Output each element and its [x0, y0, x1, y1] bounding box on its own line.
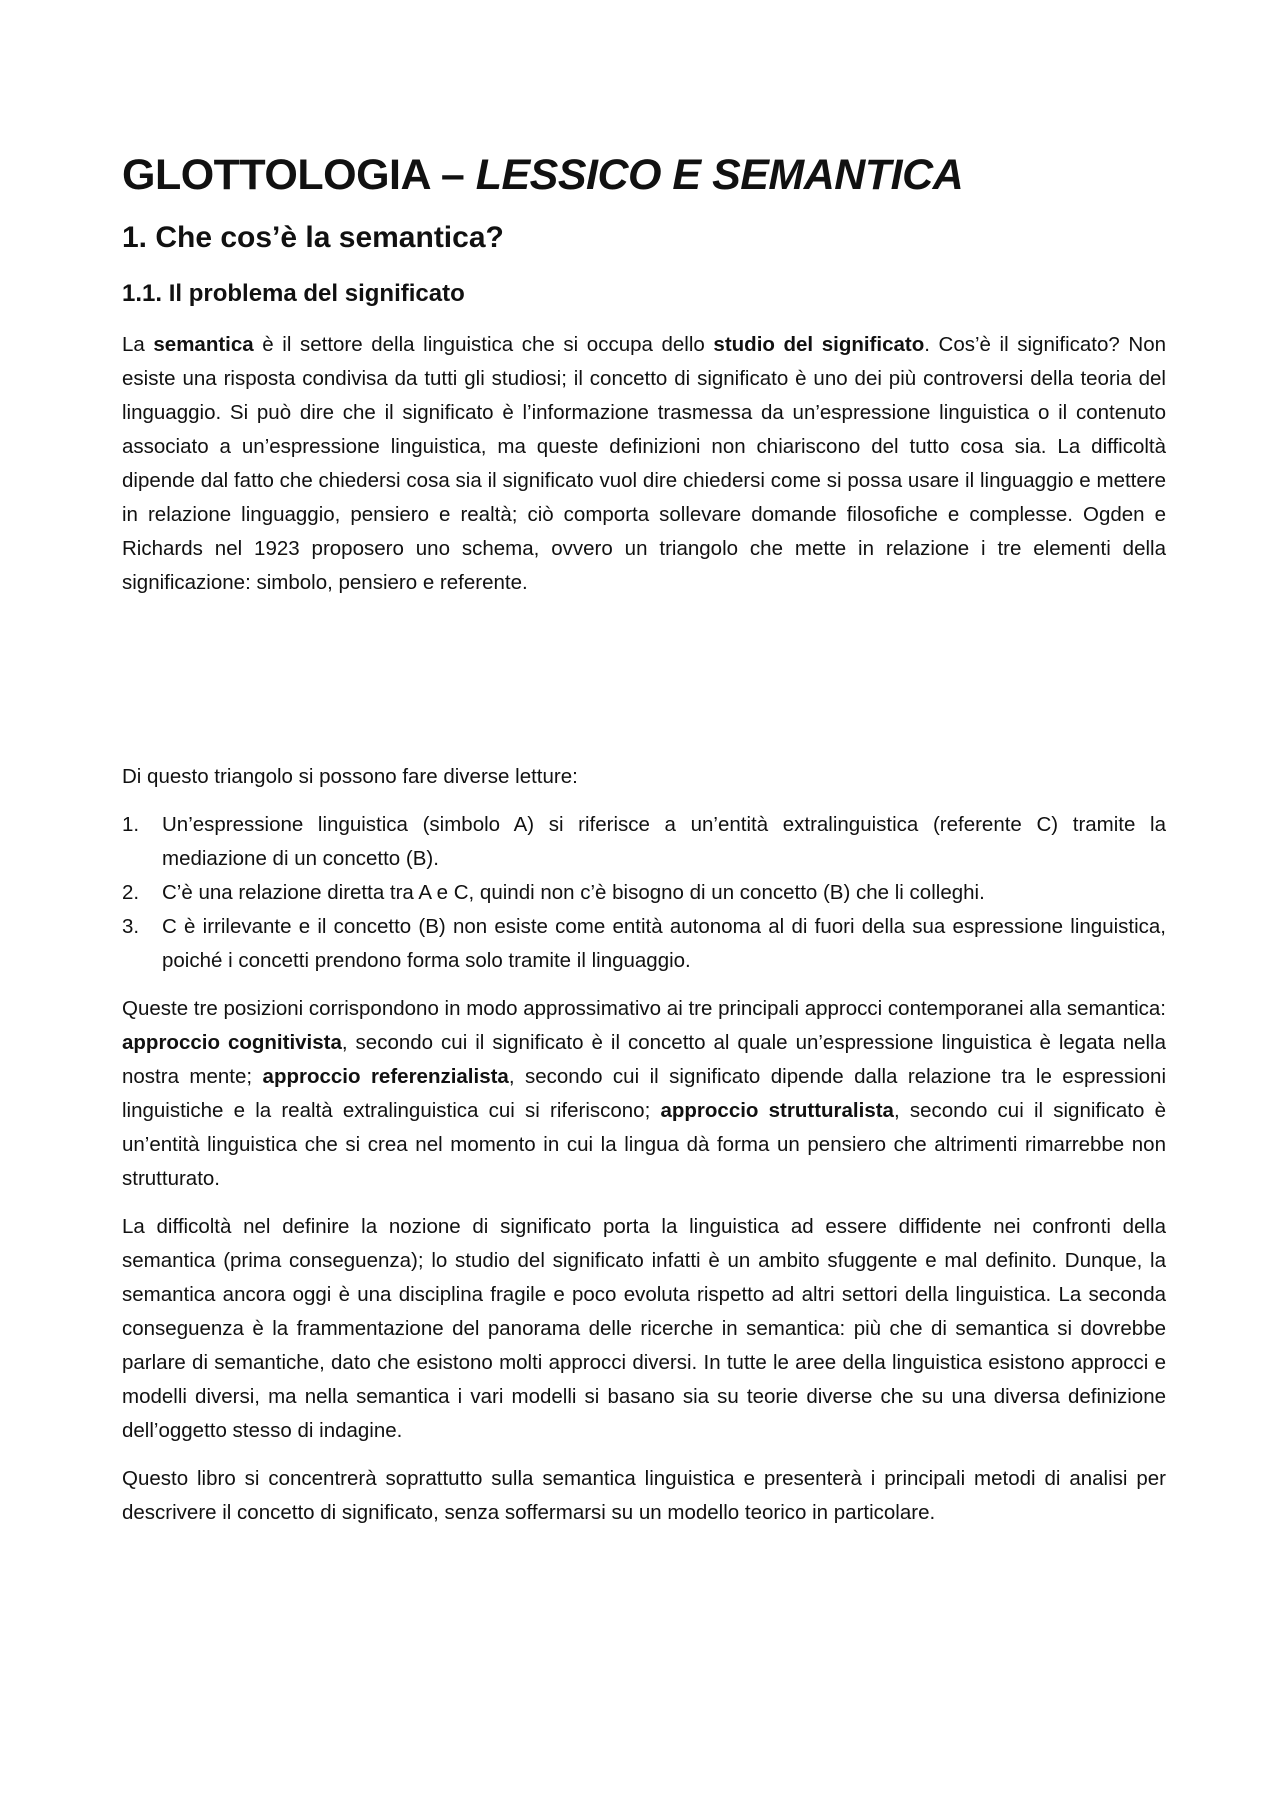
paragraph-approaches: [122, 992, 1166, 1196]
text-run: , secondo cui il significato dipende dalla relazione tra le espressioni linguistiche e la realtà extralinguistica cui si riferiscono;: [122, 1065, 1166, 1123]
bold-term: approccio strutturalista: [660, 1099, 894, 1123]
list-item: [122, 876, 1166, 910]
bold-term: semantica: [153, 333, 254, 357]
list-item: [122, 808, 1166, 876]
list-text: Un’espressione linguistica (simbolo A) si riferisce a un’entità extralinguistica (referente C) tramite la mediazione di un concetto (B).: [162, 813, 1166, 871]
document-page: [122, 150, 1166, 1544]
text-run: . Cos’è il significato? Non esiste una risposta condivisa da tutti gli studiosi; il concetto di significato è uno dei più controversi della teoria del linguaggio. Si può dire che il significato è l’informazione trasmessa da un’espressione linguistica o il contenuto associato a un’espressione linguistica, ma queste definizioni non chiariscono del tutto cosa sia. La difficoltà dipende dal fatto che chiedersi cosa sia il significato vuol dire chiedersi come si possa usare il linguaggio e mettere in relazione linguaggio, pensiero e realtà; ciò comporta sollevare domande filosofiche e complesse. Ogden e Richards nel 1923 proposero uno schema, ovvero un triangolo che mette in relazione i tre elementi della significazione: simbolo, pensiero e referente.: [122, 333, 1166, 595]
list-text: C’è una relazione diretta tra A e C, quindi non c’è bisogno di un concetto (B) che li colleghi.: [162, 881, 985, 905]
list-number: 2.: [122, 881, 140, 905]
paragraph-consequences: La difficoltà nel definire la nozione di significato porta la linguistica ad essere diffidente nei confronti della semantica (prima conseguenza); lo studio del significato infatti è un ambito sfuggente e mal definito. Dunque, la semantica ancora oggi è una disciplina fragile e poco evoluta rispetto ad altri settori della linguistica. La seconda conseguenza è la frammentazione del panorama delle ricerche in semantica: più che di semantica si dovrebbe parlare di semantiche, dato che esistono molti approcci diversi. In tutte le aree della linguistica esistono approcci e modelli diversi, ma nella semantica i vari modelli si basano sia su teorie diverse che su una diversa definizione dell’oggetto stesso di indagine.: [122, 1215, 1166, 1443]
section-heading: 1. Che cos’è la semantica?: [122, 220, 504, 254]
bold-term: approccio cognitivista: [122, 1031, 342, 1055]
paragraph-book-focus: Questo libro si concentrerà soprattutto sulla semantica linguistica e presenterà i principali metodi di analisi per descrivere il concetto di significato, senza soffermarsi su un modello teorico in particolare.: [122, 1467, 1166, 1525]
text-run: Queste tre posizioni corrispondono in modo approssimativo ai tre principali approcci contemporanei alla semantica:: [122, 997, 1166, 1021]
document-title: [122, 150, 1166, 202]
text-run: , secondo cui il significato è il concetto al quale un’espressione linguistica è legata nella nostra mente;: [122, 1031, 1167, 1089]
text-run: La: [122, 333, 154, 357]
bold-term: studio del significato: [713, 333, 925, 357]
paragraph-readings: Di questo triangolo si possono fare diverse letture:: [122, 765, 578, 789]
figure-placeholder: [122, 614, 1166, 760]
list-number: 3.: [122, 915, 140, 939]
list-number: 1.: [122, 813, 140, 837]
text-run: è il settore della linguistica che si occupa dello: [253, 333, 714, 357]
title-main: GLOTTOLOGIA –: [122, 151, 476, 199]
list-item: [122, 910, 1166, 978]
subsection-heading: 1.1. Il problema del significato: [122, 279, 465, 307]
list-text: C è irrilevante e il concetto (B) non esiste come entità autonoma al di fuori della sua espressione linguistica, poiché i concetti prendono forma solo tramite il linguaggio.: [162, 915, 1166, 973]
title-italic: LESSICO E SEMANTICA: [475, 151, 964, 199]
paragraph-intro: [122, 328, 1166, 600]
readings-list: [122, 808, 1166, 978]
bold-term: approccio referenzialista: [262, 1065, 509, 1089]
text-run: , secondo cui il significato è un’entità linguistica che si crea nel momento in cui la lingua dà forma un pensiero che altrimenti rimarrebbe non strutturato.: [122, 1099, 1167, 1191]
